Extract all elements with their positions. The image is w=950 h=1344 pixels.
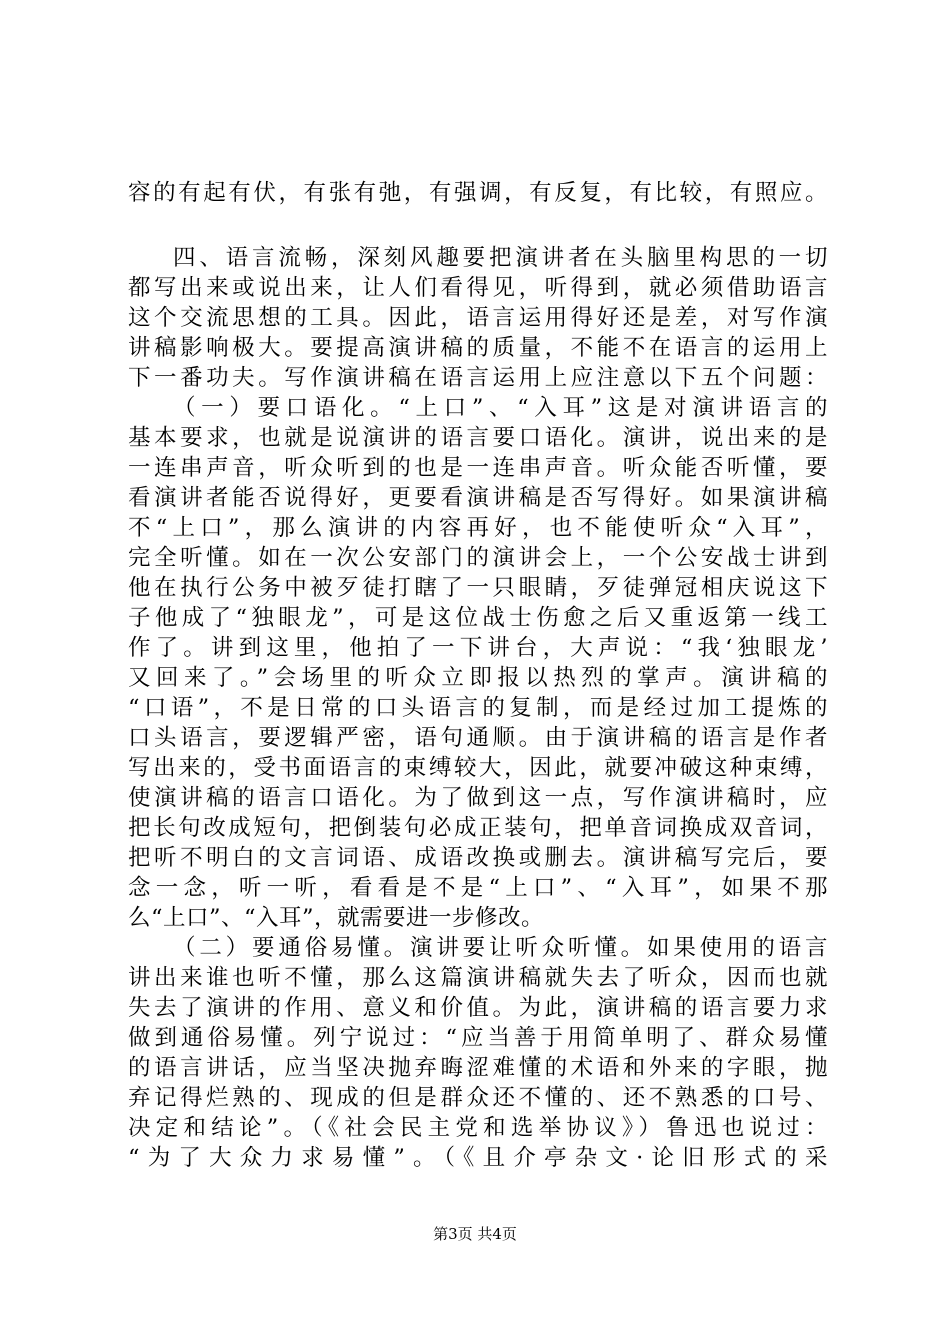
text-line: 失去了演讲的作用、意义和价值。为此，演讲稿的语言要力求	[128, 995, 828, 1021]
text-line: 基本要求，也就是说演讲的语言要口语化。演讲，说出来的是	[128, 425, 828, 451]
text-line: 一连串声音，听众听到的也是一连串声音。听众能否听懂，要	[128, 455, 828, 481]
text-line: 弃记得烂熟的、现成的但是群众还不懂的、还不熟悉的口号、	[128, 1085, 828, 1111]
text-line: （二）要通俗易懂。演讲要让听众听懂。如果使用的语言	[173, 935, 828, 961]
page-footer: 第3页 共4页	[433, 1225, 517, 1243]
text-line: 下一番功夫。写作演讲稿在语言运用上应注意以下五个问题：	[128, 365, 828, 391]
text-line: 写出来的，受书面语言的束缚较大，因此，就要冲破这种束缚，	[128, 755, 828, 781]
text-line: 不“上口”，那么演讲的内容再好，也不能使听众“入耳”，	[128, 515, 828, 541]
text-line: 看演讲者能否说得好，更要看演讲稿是否写得好。如果演讲稿	[128, 485, 828, 511]
text-line: 把长句改成短句，把倒装句必成正装句，把单音词换成双音词，	[128, 815, 828, 841]
text-line: 他在执行公务中被歹徒打瞎了一只眼睛，歹徒弹冠相庆说这下	[128, 575, 828, 601]
text-line: 这个交流思想的工具。因此，语言运用得好还是差，对写作演	[128, 305, 828, 331]
text-line: 决定和结论”。（《社会民主党和选举协议》）鲁迅也说过：	[128, 1115, 828, 1141]
text-line: 作了。讲到这里，他拍了一下讲台，大声说：“我‘独眼龙’	[128, 635, 828, 661]
text-line: （一）要口语化。“上口”、“入耳”这是对演讲语言的	[173, 395, 828, 421]
text-line: 使演讲稿的语言口语化。为了做到这一点，写作演讲稿时，应	[128, 785, 828, 811]
text-line: 完全听懂。如在一次公安部门的演讲会上，一个公安战士讲到	[128, 545, 828, 571]
text-line: 念一念，听一听，看看是不是“上口”、“入耳”，如果不那	[128, 875, 828, 901]
text-line: 讲出来谁也听不懂，那么这篇演讲稿就失去了听众，因而也就	[128, 965, 828, 991]
text-line: 子他成了“独眼龙”，可是这位战士伤愈之后又重返第一线工	[128, 605, 828, 631]
text-line: 的语言讲话，应当坚决抛弃晦涩难懂的术语和外来的字眼，抛	[128, 1055, 828, 1081]
text-line: 都写出来或说出来，让人们看得见，听得到，就必须借助语言	[128, 275, 828, 301]
text-line: 把听不明白的文言词语、成语改换或删去。演讲稿写完后，要	[128, 845, 828, 871]
text-line: “为了大众力求易懂”。（《且介亭杂文·论旧形式的采	[128, 1145, 828, 1171]
text-line: 做到通俗易懂。列宁说过：“应当善于用简单明了、群众易懂	[128, 1025, 828, 1051]
text-line: “口语”，不是日常的口头语言的复制，而是经过加工提炼的	[128, 695, 828, 721]
text-line: 又回来了。”会场里的听众立即报以热烈的掌声。演讲稿的	[128, 665, 828, 691]
text-line: 讲稿影响极大。要提高演讲稿的质量，不能不在语言的运用上	[128, 335, 828, 361]
text-line: 口头语言，要逻辑严密，语句通顺。由于演讲稿的语言是作者	[128, 725, 828, 751]
text-line: 么“上口”、“入耳”，就需要进一步修改。	[128, 905, 545, 931]
text-line: 容的有起有伏，有张有弛，有强调，有反复，有比较，有照应。	[128, 180, 828, 206]
text-line: 四、语言流畅，深刻风趣要把演讲者在头脑里构思的一切	[173, 245, 828, 271]
